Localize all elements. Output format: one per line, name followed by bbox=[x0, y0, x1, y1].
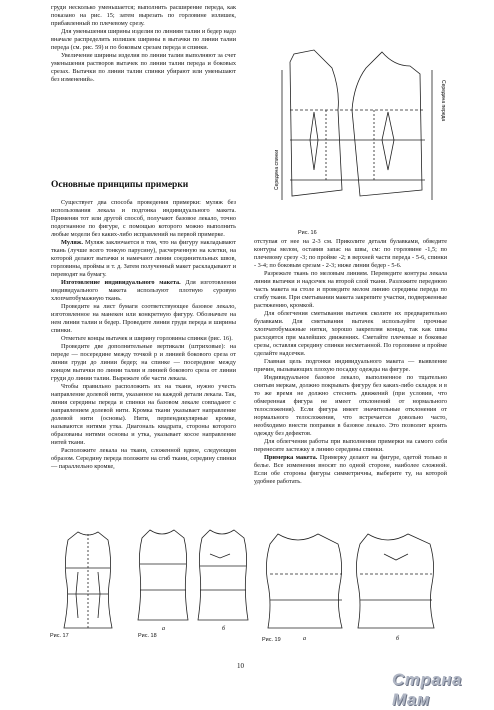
page-number: 10 bbox=[237, 662, 244, 670]
right-text-block bbox=[254, 238, 447, 486]
paragraph: Индивидуальное базовое лекало, выполненное по тщательно снятым меркам, должно покрывать фигуру без каких-либо складок и в то же время не должно стеснять движений (при условии, что обмеренная фигура не имеет отклонений от нормального телосложения). Если фигура имеет значительные отклонения от нормального телосложения, что встречается довольно часто, необходимо внести поправки в базовое лекало. Это позволит кроить одежду без дефектов. bbox=[254, 374, 447, 437]
figure-17-caption: Рис. 17 bbox=[50, 633, 69, 639]
paragraph: Для уменьшения ширины изделия по линиям талии и бедер надо вначале распределить излишек ширины в вытачки по линии талии переда (см. рис. 59) и по боковым срезам переда и спинки. bbox=[51, 28, 236, 51]
figure-18-caption: Рис. 18 bbox=[138, 633, 157, 639]
paragraph-maket bbox=[51, 279, 236, 303]
figure-18-b-label: б bbox=[222, 626, 226, 632]
figure-18-a-label: а bbox=[162, 626, 165, 632]
run-in-heading: Изготовление индивидуального макета. bbox=[61, 279, 181, 286]
figure-17-torso-drawing bbox=[48, 528, 128, 640]
figure-16-pattern-drawing bbox=[270, 40, 450, 230]
run-in-heading: Муляж. bbox=[61, 239, 83, 246]
figure-18-fitting-drawing bbox=[132, 524, 256, 632]
paragraph-body: Для изготовления индивидуального макета используют плотную суровую хлопчатобумажную ткань. bbox=[51, 279, 237, 302]
paragraph: отступая от нее на 2-3 см. Приколите детали булавками, обведите контуры мелом, оставив запас на швы, см: по горловине -1,5; по плечевому срезу -3; по пройме -2; в верхней части переда - 5-6, спинки - 3-4; по боковым срезам - 2-3; ниже линии бедер - 5-6. bbox=[254, 238, 447, 269]
paragraph: Проведите на лист бумаги соответствующее базовое лекало, изготовленное на манекен или конкретную фигуру. Обозначьте на нем линии талии и бедер. Проведите линии груди переда и ширины спинки. bbox=[51, 303, 236, 334]
paragraph-primerka bbox=[254, 454, 447, 486]
watermark-logo: Страна Мам bbox=[392, 670, 462, 709]
section-heading: Основные принципы примерки bbox=[51, 180, 189, 190]
paragraph: Проведите две дополнительные вертикали (штриховые): на переде — посередине между точкой р и линией бокового среза от линии груди до линии бедер; на спинке — посередине между концом вытачки по линии талии и линией бокового среза от линии груди до линии талии. Вырежьте обе части лекала. bbox=[51, 343, 236, 382]
run-in-heading: Примерка макета. bbox=[264, 454, 318, 461]
figure-16-caption: Рис. 16 bbox=[298, 230, 317, 236]
paragraph: Чтобы правильно расположить их на ткани, нужно учесть направление долевой нити, указанное на каждой детали лекала. Так, линия середины переда и спинки на базовом лекале совпадают с направлением долевой нити. Кромка ткани указывает направление долевой нити (основы). Нити, перпендикулярные кромке, называются нитями утка. Диагональ квадрата, стороны которого образованы нитями основы и утка, указывает косое направление нитей ткани. bbox=[51, 383, 236, 446]
paragraph: Отметьте концы вытачек и ширину горловины спинки (рис. 16). bbox=[61, 335, 233, 342]
figure-16-label-back: Середина спинки bbox=[274, 149, 280, 190]
paragraph: Для облегчения работы при выполнении примерки на самого себя перенесите застежку в линию середины спинки. bbox=[254, 438, 447, 453]
paragraph-body: Примерку делают на фигуре, одетой только в белье. Все изменения вносят по одной стороне, наиболее сложной. Если обе стороны фигуры симметричны, выберите ту, на которой удобнее работать. bbox=[254, 454, 447, 485]
paragraph: Главная цель подгонки индивидуального макета — выявление причин, вызывающих плохую посадку одежды на фигуре. bbox=[254, 358, 447, 373]
figure-19-a-label: а bbox=[303, 636, 306, 642]
left-text-block bbox=[51, 199, 236, 471]
paragraph-mulyazh bbox=[51, 239, 236, 279]
paragraph: Существует два способа проведения примерки: муляж без использования лекала и подгонка индивидуального макета. Применяя тот или другой способ, получают базовое лекало, точно подогнанное по фигуре, с помощью которого можно выполнить любые модели без каких-либо исправлений на первой примерке. bbox=[51, 199, 236, 238]
figure-19-b-label: б bbox=[396, 636, 400, 642]
paragraph: Расположите лекала на ткани, сложенной вдвое, следующим образом. Середину переда положите на сгиб ткани, середину спинки — параллельно кромке, bbox=[51, 447, 236, 470]
figure-19-fitting-drawing bbox=[258, 524, 448, 644]
figure-19-caption: Рис. 19 bbox=[262, 637, 281, 643]
paragraph: Увеличение ширины изделия по линии талии выполняют за счет уменьшения растворов вытачек по линии талии переда и боковых срезах. Вытачки по линии талии спинки убирают или уменьшают без изменений». bbox=[51, 52, 236, 83]
top-text-block bbox=[51, 4, 236, 84]
paragraph-body: Муляж заключается в том, что на фигуру накладывают ткань (лучше всего тонкую парусину), расчерченную на клетки, на которой делают вытачки и намечают линии соединительных швов, горловины, проймы и т. д. Затем полученный макет раскладывают и переводят на бумагу. bbox=[51, 239, 237, 278]
paragraph: Для облегчения сметывания вытачек сколите их предварительно булавками. Для сметывания вытачек используйте прочные хлопчатобумажные нитки, хорошо закрепляя концы, так как швы расходятся при малейших движениях. Сметайте плечевые и боковые срезы, оставляя середину спинки несметанной. По горловине и пройме сделайте надсечки. bbox=[254, 310, 447, 357]
figure-16-label-front: Середина переда bbox=[440, 80, 446, 122]
paragraph: груди несколько уменьшается; выполнить расширение переда, как показано на рис. 15; затем вырезать по горловине излишек, прибавленный по плечевому срезу. bbox=[51, 4, 236, 27]
paragraph: Разрежьте ткань по меловым линиям. Переведите контуры лекала линии вытачки и надсечек на второй слой ткани. Разложите переднюю часть макета на столе и проведите мелом линию середины переда по сгибу ткани. При сметывании макета закрепите участки, подверженные растяжению, кромкой. bbox=[254, 270, 447, 309]
